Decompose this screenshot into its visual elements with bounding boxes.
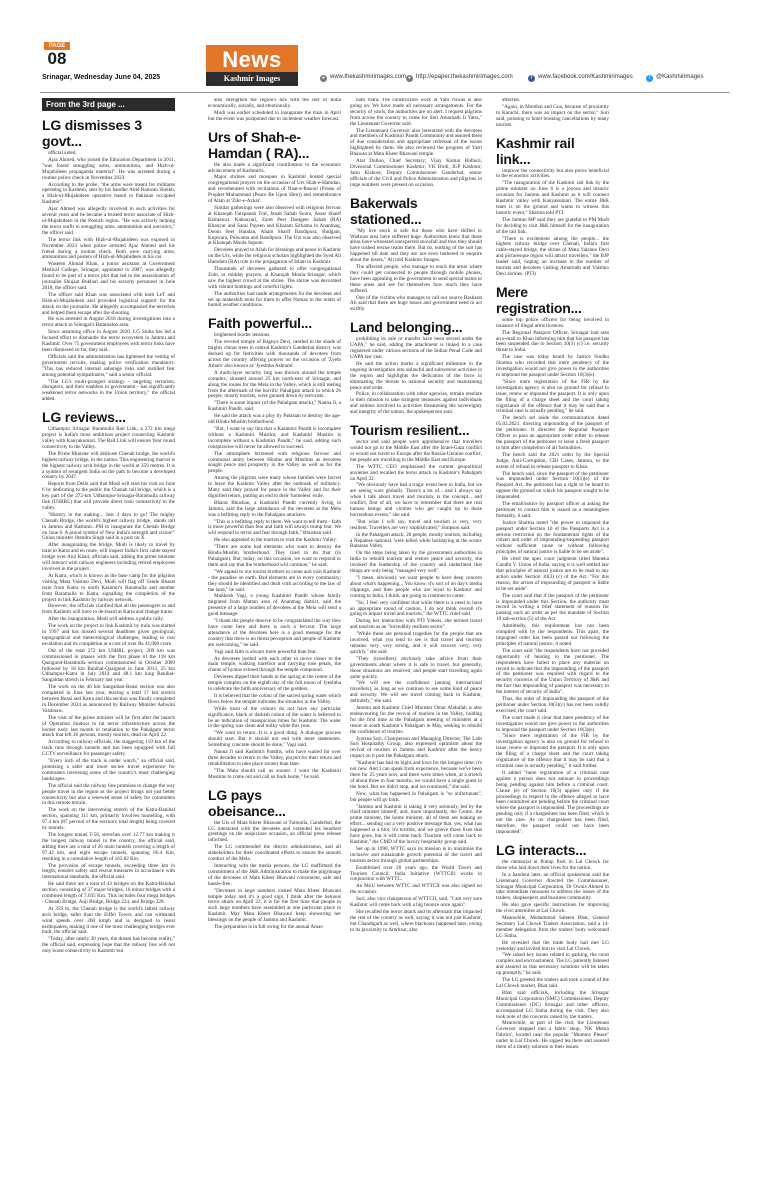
story-paragraph: Bhat said officials, including the Srinagar Municipal Corporation (SMC) Commissioner, Deputy Commissioner (DC) Srinagar and other officers, accompanied LG Sinha during the visit. They also took note of the concerns raised by the traders. <box>496 989 609 1020</box>
page-number: 08 <box>47 49 67 68</box>
story-paragraph: He also appealed to the tourists to visit the Kashmir Valley. <box>214 537 337 544</box>
story-paragraph: Suri, also vice chairperson of WTTCII, said, "I am very sure Kashmir will come back with a big bounce once again". <box>350 896 482 909</box>
story-paragraph: The affected people, who manage to reach the areas where they could get connected to people through mobile phones, have been appealing to the government to send special teams to these areas and see for themselves how much they have suffered. <box>350 264 482 294</box>
story-paragraph: The work on the 46 km Sangaldan-Reasi section was also completed in June last year, leaving a total 17 km stretch between Reasi and Katra and this section was finally completed in December 2024 as announced by Railway Minister Ashwini Vaishnaw. <box>42 684 175 714</box>
story-paragraph: The atmosphere brimmed with religious fervour and communal amity between Hindus and Muslims as devotees sought peace and prosperity in the Valley as well as for the people. <box>208 450 341 475</box>
page-badge <box>44 42 70 68</box>
column-2 <box>208 98 341 1170</box>
story-paragraph: Since assuming office in August 2020, LG Sinha has led a focused effort to dismantle the terror ecosystem in Jammu and Kashmir. Over 75 government employees with terror links have been dismissed so far, they said. <box>42 329 175 353</box>
story-paragraph: Major shrines and mosques in Kashmir hosted special congregational prayers on the occasion of Urs Shah-e-Hamdan, and reverberated with recitations of Naat-e-Rasool (Praise of Prophet Muhammad (Peace Be Upon Him)) and remembrance of Allah at 'Zikr-e-Azkar'. <box>208 174 341 205</box>
story-paragraph: "There is excitement among the people... the highest railway bridge over Chenab, India's first cable-stayed bridge, the shrine of Mata Vaishno Devi and picturesque region will attract travellers," the BJP leader said, hoping an increase in the number of tourists and devotees visiting Amarnath and Vaishno Devi shrines. (PTI) <box>496 235 609 277</box>
story-headline: LG interacts... <box>496 841 587 858</box>
story-paragraph: The LG greeted the traders and took a round of the Lal Chowk market, Bhat said. <box>496 977 609 989</box>
story-paragraph: The officer said Khan was associated with both LeT and Hizb-ul-Mujahideen and provided logistical support for the attack on the journalist. He allegedly accompanied the terrorists and helped them escape after the shooting. <box>42 291 175 316</box>
story-paragraph: Mukkesh Vagi, a young Kashmiri Pandit whose family migrated from Mattan area of Anantnag district, said the presence of a large number of devotees at the Mela will send a good message. <box>208 593 341 618</box>
story-paragraph: He also gave specific instructions for improving the civic amenities at Lal Chowk. <box>496 902 609 915</box>
story-land <box>350 319 482 416</box>
story-headline: LG dismisses 3 govt... <box>42 117 142 149</box>
story-paragraph: "We obviously have had a tragic event here in India, but we are seeing wars globally. There's a lot of... and I always say when I talk about travel and tourism, is the concept... and conflict, first of all, we have to remember that there are real human beings and victims who get caught up in these horrendous events," she said. <box>350 482 482 518</box>
story-paragraph: The official said the railway line promises to change the way people travel in the region as the project brings not just better connectivity but also a renewed sense of safety for commuters in this remote terrain. <box>42 782 175 807</box>
story-paragraph: The Regional Passport Officer, Srinagar had sent an e-mail to Khan informing him that his passport has been suspended due to Section 10(3) (c) i.e. security threat to India. <box>496 329 609 354</box>
story-paragraph: The preparation is in full swing for the annual Amar- <box>214 924 324 931</box>
story-paragraph: "Since mere registration of the FIR by the investigation agency is also no ground for refusal to issue, renew or impound the passport. It is only upon the filing of a charge sheet and the court taking cognizance of the offence that it may be said that a criminal case is actually pending," it said further. <box>496 733 609 769</box>
story-paragraph: The bench set aside the communication dated 05.02.2021, directing impounding of the passport of the petitioner. It directed the Regional Passport Officer to pass an appropriate order either to release the passport of the petitioner or issue a fresh passport to him after completion of all formalities. <box>496 415 609 451</box>
story-paragraph: The revered temple of Ragnya Devi, nestled in the shade of mighty chinar trees in central Kashmir's Ganderbal district, was decked up for festivities with thousands of devotees from across the country offering prayers on the occasion of 'Zyeth Atham' also known as 'Jyeshtha Ashtami'. <box>208 339 341 369</box>
story-paragraph: Bharat Bhushan, a Kashmiri Pandit currently living in Jammu, said the large attendance of the devotees at the Mela was a befitting reply to the Pahalgam attackers. <box>208 499 341 518</box>
facebook-icon: f <box>528 75 535 82</box>
story-paragraph: The court said "the respondents have not provided opportunity of hearing to the petitioner. The respondents have failed to place any material on record to indicate that the impounding of the passport of the petitioner was required with regard to the security concerns of the Union Territory of J&K and the fact that impounding of passport was necessary in the interest of security of India". <box>496 647 609 696</box>
story-paragraph: An MoU between WTTC and WTTCII was also signed on the occasion. <box>350 883 482 896</box>
story-paragraph: After the inauguration, Modi will address a public rally. <box>48 616 164 623</box>
story-paragraph: "There is some impact (of the Pahalgam attack)," Nanna Ji, a Kashmiri Pandit, said. <box>208 400 341 413</box>
story-paragraph: He revealed that the trade body had met LG yesterday and invited him to visit Lal Chowk. <box>496 939 609 952</box>
story-paragraph: The LG commended the district administration, and all stakeholders for their coordinated efforts to ensure the smooth conduct of the Mela. <box>208 844 341 863</box>
story-paragraph: "I thank the people deserve to be congratulated the way they have come here and there is such a fervour. The large attendance of the devotees here is a good message for the country that there is no threat perception and people of Kashmir are welcoming," he said. <box>208 618 341 648</box>
story-paragraph: the memorial at Pratap Park in Lal Chowk for those who laid down their lives for the nation. <box>496 858 609 871</box>
story-headline: Urs of Shah-e-Hamdan ( RA)... <box>208 128 310 161</box>
story-bakerwals <box>350 195 482 314</box>
story-paragraph: "This is a befitting reply to them. We want to tell them - faith is more powerful than fear and faith will always trump fear. We will respond to terror and fear through faith," Bhushan said. <box>208 518 341 537</box>
story-headline: Bakerwals stationed... <box>350 194 422 227</box>
story-paragraph: "We will see the confidence (among international travellers), as long as we continue to see some kind of peace and security. We will see travel coming back to Kashmir, definitely," she said. <box>350 680 482 705</box>
story-paragraph: improve the connectivity but also prove beneficial to the economic activities. <box>496 167 609 180</box>
story-paragraph: The bench said, since the passport of the petitioner was impounded under Section 10(3)(e) of the Passport Act, the petitioner has a right to be heard to oppose the ground on which his passport sought to be impounded. <box>496 470 609 501</box>
story-paragraph: It added "mere registration of a criminal case against a person does not amount to proceedings being pending against him before a criminal court. Clause (e) of Section 10(3) applies only if the proceedings in respect to the offence alleged to have been committed are pending before the criminal court where the passport is impounded. The proceedings are pending only if a chargesheet has been filed, which is not the case. As no chargesheet has been filed, therefore, the passport could not have been impounded". <box>496 769 609 835</box>
story-paragraph: Ajaz Ahmed, who joined the Education Department in 2011, "was found smuggling arms, ammunition, and Hizb-ul-Mujahideen propaganda material". He was arrested during a routine police check in November 2023. <box>42 156 175 181</box>
story-paragraph: At 359 m, the Chenab bridge is the world's tallest railway arch bridge, taller than the Eiffel Tower, and can withstand wind speeds over 260 kmph and is designed to resist earthquakes, making it one of the most challenging bridges ever built, the official said. <box>42 905 175 936</box>
story-paragraph: He also made a significant contribution to the economic advancement of Kashmiris. <box>208 161 341 174</box>
story-paragraph: The visit of the prime minister will be first after the launch of Operation Sindoor to hit terror infrastructure across the border early last month in retaliation to the Pahalgam terror attack that left 26 persons, mostly tourists, dead on April 22. <box>42 714 175 739</box>
story-paragraph: He cited the apex court judgment titled Maneka Gandhi V. Union of India, saying it is well settled law that principles of natural justice are to be read in any action under Section 10(3) (c) of the Act. "For this reason, the action of impounding of passport is liable to be set aside". <box>496 556 609 592</box>
story-paragraph: However, the officials clarified that all the passengers to and from Kashmir will have to de-board at Katra and change trains. <box>42 603 175 616</box>
story-paragraph: brightened border tensions. <box>214 332 271 339</box>
story-paragraph: According to railway officials, the staggering 119 km of the track runs through tunnels and has been equipped with full CCTV surveillance for passenger safety. <box>42 739 175 758</box>
column-3 <box>350 98 482 1170</box>
story-tourism <box>350 422 482 934</box>
story-headline: Land belonging... <box>350 319 463 336</box>
story-headline: Mere registration... <box>496 283 582 316</box>
story-paragraph: The authorities had made arrangements for the devotees and set up makeshift tents for them to offer Namaz in the midst of humid weather conditions. <box>208 290 341 309</box>
story-paragraph: Modi was earlier scheduled to inaugurate the train in April but the event was postponed due to inclement weather forecast. <box>208 109 341 122</box>
story-paragraph: The Lieutenant Governor also interacted with the devotees and members of Kashmiri Pandit Community and assured them of due consideration and appropriate redressal of the issues highlighted by them. He also reviewed the progress of Yatri Bhawan at Mata Kheer Bhawani temple. <box>350 127 482 158</box>
story-paragraph: the Urs of Mata Kheer Bhawani at Tulmulla, Ganderbal, the LG interacted with the devotees and extended his heartiest greetings on the auspicious occasion, an official press release informed. <box>208 819 341 844</box>
story-paragraph: Set up in 1990, WTTC says its mission is to maximise the inclusive and sustainable growth potential of the travel and tourism sector through global partnerships. <box>350 845 482 864</box>
story-paragraph: also strengthen the region's ties with the rest of India economically, socially, and emotionally. <box>208 98 341 109</box>
story-interacts <box>496 842 609 1051</box>
story-paragraph: prohibiting its sale or transfer have been served under the UAPA," he said, adding the attachment is linked to a case registered under various sections of the Indian Penal Code and UAPA last year. <box>350 336 482 360</box>
story-paragraph: Thus, the order of impounding the passport of the petitioner under Section 10(3)(c) has not been validly exercised, the court said. <box>496 696 609 714</box>
header-rule <box>40 92 730 93</box>
story-paragraph: The Prime Minister will dedicate Chenab bridge, the world's highest railway bridge, to the nation. This engineering marvel is the highest railway arch bridge in the world at 359 metres. It is a symbol of resurgent India on the path to become a developed country by 2047. <box>42 450 175 481</box>
story-paragraph: Meanwhile, as part of the visit, the Lieutenant Governor stepped into a fabric shop, 'NK Mehra Fabrics', located near the popular "Mummy Please" outlet in Lal Chowk. He sipped tea there and assured them of a timely solution to their issues. <box>496 1020 609 1051</box>
story-paragraph: Out of the total 272 km USBRL project, 209 km was commissioned in phases with the first phase of the 118 km Qazigund-Baramulla section commissioned in October 2009 followed by 18 km Banihal-Qazigund in June 2013, 25 km Udhampur-Katra in July 2014 and 48.1 km long Banihal-Sangaldan stretch in February last year. <box>42 647 175 684</box>
story-lg-pays-continued <box>350 98 482 189</box>
story-paragraph: "We appeal to our tourist brothers to come and visit Kashmir - the paradise on earth. Bad elements are in every community; they should be identified and dealt with according to the law of the land," he said. <box>208 568 341 593</box>
story-paragraph: The Jammu MP said they are grateful to PM Modi for deciding to visit J&K himself for the inauguration of the rail link. <box>496 216 609 235</box>
globe-icon: ● <box>321 75 326 81</box>
story-paragraph: In the Pahalgam attack, 26 people, mostly tourists, including a Nepalese national, were killed while holidaying at the scenic Baisaran Valley. <box>350 531 482 550</box>
page-label: PAGE <box>44 42 70 50</box>
story-paragraph: Interacting with the media persons, the LG reaffirmed the commitment of the J&K Administration to make the pilgrimage of the devotees of Mata Kheer Bhawani convenient, safe and hassle-free. <box>208 862 341 887</box>
story-paragraph: Established over 20 years ago, the World Travel and Tourism Council, India Initiative (WTTCII) works in conjunction with WTTC. <box>350 864 482 883</box>
story-paragraph: Justice Sharma noted "the power to impound the passport under Section 10 of the Passports Act is a serious restriction on the fundamental rights of the citizen and order of impounding/suspending passport without sufficient cause or without following principles of natural justice is liable to be set aside". <box>496 519 609 556</box>
story-paragraph: The court made it clear that mere pendency of the investigation would not give power to the authorities to impound the passport under Section 10(3)(e). <box>496 714 609 733</box>
story-headline: Tourism resilient... <box>350 422 470 439</box>
story-paragraph: Devotees dipped their hands in the spring at the centre of the temple complex on the eighth day of the full moon of Jyeshtha to celebrate the birth anniversary of the goddess. <box>208 674 341 693</box>
story-paragraph: It is believed that the colour of the sacred spring water which flows below the temple indicates the situation in the Valley. <box>208 692 341 705</box>
story-paragraph: "Today, after nearly 30 years, the dream has become reality," the official said, expressing hope that the railway line will not only boost connectivity to Kashmir but <box>42 936 175 955</box>
story-paragraph: Udhampur Srinagar Baramulla Rail Link, a 272 km mega project is India's most ambitious project connecting Kashmir valley with Kanyakumari. The Rail Link will ensure Year round connectivity to the Valley. <box>42 426 175 450</box>
story-paragraph: Reports from Delhi said that Modi will start his visit on June 6 by dedicating to the public the Chenab rail bridge, which is a key part of the 272-km Udhampur-Srinagar-Baramulla railway link (USBRL) that will provide direct train connectivity to the valley. <box>42 481 175 511</box>
story-paragraph: "My live stock is safe but those who have shifted to Wadwan area have suffered huge. Authorities knew that these areas have witnessed unexpected snowfall and thus they should have rushed rescue teams there. But no, nothing of the sort has happened till date and they are not even bothered to enquire about the losses," Ali told Kashmir Images. <box>350 227 482 264</box>
story-paragraph: One of the victims who manages to call our source Basharat Ali said that there are huge losses and government need to act swiftly. <box>350 294 482 313</box>
story-paragraph: "There are some bad elements who want to destroy the Hindu-Muslim brotherhood. They tried to do that (in Pahalgam). But, today, on this occasion, we want to respond to them and say that the brotherhood will continue," he said. <box>208 544 341 568</box>
story-paragraph: "So, I feel very confident that while there is a need to have an appropriate round of caution, I do not think overall it's going to impact travel and tourism," the WTTC chief said. <box>350 599 482 618</box>
story-paragraph: He said the attack was a ploy by Pakistan to destroy the age-old Hindu-Muslim brotherhood. <box>208 413 341 426</box>
masthead <box>0 0 770 96</box>
epaper-link[interactable]: ● http://epaper.thekashmirimages.com <box>407 74 513 81</box>
story-paragraph: "But what I will say, travel and tourism is very, very resilient. Travellers are very sophisticated," Simpson said. <box>350 518 482 531</box>
story-paragraph: He said the action marks a significant milestone in the ongoing investigation into unlawful and subversive activities in the region and highlights the dedication of the force in eliminating the threats to national security and maintaining peace and order. <box>350 360 482 391</box>
column-4 <box>496 98 730 1170</box>
story-paragraph: official aided. <box>48 150 77 156</box>
story-rail-link <box>496 135 609 278</box>
story-faith <box>208 315 341 780</box>
globe-icon: ● <box>407 75 412 81</box>
continuation-kicker: From the 3rd page ... <box>42 98 175 111</box>
section-title: News <box>222 47 282 72</box>
section-brand <box>206 45 298 86</box>
story-paragraph: Devotees prayed to Allah for blessings and peace in Kashmir on the Urs, while the religious scholars highlighted the Syed Ali Hamdani (RA) role in the propagation of Islam in Kashmir. <box>208 247 341 266</box>
story-paragraph: "While these are personal tragedies for the people that are involved, what you tend to see is that travel and tourism remains very, very strong, and it will recover very, very quickly," she said. <box>350 631 482 655</box>
story-paragraph: He was arrested in August 2018 during investigations into a terror attack in Srinagar's Batamaloo area. <box>42 316 175 329</box>
story-headline: Faith powerful... <box>208 315 312 332</box>
publication-name: Kashmir Images <box>206 72 298 86</box>
story-paragraph: Jyotsna Suri, Chairperson and Managing Director, The Lalit Suri Hospitality Group, also expressed optimism about the revival of tourism in Jammu and Kashmir after the heavy impact on it post the Pahalgam attack. <box>350 735 482 760</box>
story-paragraph: "But, I want to say this that a Kashmiri Pandit is incomplete without a Kashmiri Muslim, and Kashmiri Muslim is incomplete without a Kashmiri Pandit," he said, adding such conspiracies will never be allowed to succeed. <box>208 425 341 450</box>
story-paragraph: Vagi said faith is always more powerful than fear. <box>214 648 317 655</box>
story-paragraph: At Katra, which is known as the base camp for the pilgrims visiting Mata Vaishno Devi, Modi will flag off Vande Bharat train from Katra to north Kashmir's Baramulla and another from Baramulla to Katra, signalling the completion of the project to link Kashmir by railway network. <box>42 572 175 603</box>
story-paragraph: "Every inch of the track is under watch," an official said, promising a safer and more secure travel experience for commuters traversing some of the country's most challenging landscapes. <box>42 758 175 782</box>
story-lg-reviews-continued <box>208 98 341 123</box>
story-paragraph: A multi-layer security ring was thrown around the temple complex, situated around 25 km north-east of Srinagar, and along the routes for the Mela in the Valley, which is still reeling from the aftermath of the horrific Pahalgam attack in which 26 people, mostly tourists, were gunned down by terrorists. <box>208 369 341 400</box>
story-paragraph: Now, what has happened in Pahalgam is "so unfortunate", but people will go back. <box>350 790 482 803</box>
story-paragraph: Atal Dulloo, Chief Secretary; Vijay Kumar Bidhuri, Divisional Commissioner Kashmir; VK Birdi, IGP Kashmir; Jatin Kishore, Deputy Commissioner Ganderbal; senior officials of the Civil and Police Administration and pilgrims in large numbers were present on occasion. <box>350 158 482 188</box>
story-paragraph: The WTTC CEO emphasised the current geopolitical anxieties and recalled the terror attack in Kashmir's Pahalgam on April 22. <box>350 463 482 482</box>
story-paragraph: She recalled the terror attack and its aftermath that impacted the rest of the country as well, saying it was not just Kashmir, but Chandigarh as well, where blackouts happened later, owing to its proximity to Amritsar, also <box>350 908 482 933</box>
dateline: Srinagar, Wednesday June 04, 2025 <box>42 74 161 81</box>
story-paragraph: "Jammu and Kashmir is taking it very seriously, led by the chief minister himself, and, more importantly, the Centre, the prime minister, the home minister, all of them are making an effort... sending out a very positive message that, yes, what has happened is a blot, it's terrible, and we grieve those lives that have gone, but it will come back. Tourism will come back to Kashmir," the CMD of the luxury hospitality group said. <box>350 803 482 845</box>
story-paragraph: affected. <box>502 98 520 103</box>
story-paragraph: "We raised key issues related to parking, the court complex and encroachment. The LG patiently listened and assured us that necessary solutions will be taken up promptly," he said. <box>496 952 609 977</box>
story-headline: Kashmir rail link... <box>496 134 575 167</box>
story-paragraph: "Devotees in large numbers visited Mata Kheer Bhawani temple today and it's a good sign. I think after the heinous terror attack on April 22, it is for the first time that people in such large numbers have assembled at one particular place in Kashmir. May Mata Kheer Bhawani keep showering her blessings on the people of Jammu and Kashmir. <box>208 887 341 924</box>
story-tourism-continued <box>496 98 609 129</box>
story-paragraph: The court said that if the passport of the petitioner is impounded under this Section, the authority must record in writing a brief statement of reasons for passing such an order as per the mandate of Section 10 sub-section (5) of the Act. <box>496 592 609 623</box>
story-paragraph: The email/notice by passport officer at asking the petitioner to contact him is issued as a meaningless formality, it said. <box>496 501 609 519</box>
story-headline: LG reviews... <box>42 409 126 426</box>
story-paragraph: On the steps being taken by the government authorities in India to rebuild tourism and restore peace and security, she invoked the leadership of the country and underlined that things are only being "managed very well". <box>350 550 482 575</box>
story-paragraph: After inaugurating the bridge, Modi is likely to travel by train to Katra and en route, will inspect India's first cable stayed bridge over Anji Khad, officials said, adding the prime minister will interact with railway engineers including retired employees involved in the project. <box>42 542 175 572</box>
story-paragraph: Among the pilgrims were many whose families were forced to leave the Kashmir Valley after the outbreak of militancy. Many said they prayed for peace in the Valley and for their dignified return, putting an end to their 'homeless' exile. <box>208 475 341 499</box>
story-paragraph: "They (travellers) obviously take advice from their governments about where it is safe to travel, but generally, those situations are resolved, and people start travelling again quite quickly. <box>350 655 482 680</box>
story-paragraph: Similar gatherings were also observed with religious fervour at Khanqah Faizpanah Tral, Jenab Sahab Soura, Assar Sharif Kishtawar, Kahanyari, Zaret Peer Dastgeer Sahab (RA) Khanyar and Sarai Payeen and Kharam Sirhama in Anantnag, Doom Seer Handan, Aham Sharif Bandipora, Budgam, Kupwara, Pulwama and Bandipora. The Urs was also observed at Khanqah Moula Sopore. <box>208 204 341 247</box>
twitter-link[interactable]: t @Kashmirimages <box>646 74 703 82</box>
twitter-icon: t <box>646 75 653 82</box>
story-headline: LG pays obeisance... <box>208 786 286 819</box>
story-paragraph: The work on the project to link Kashmir by train was started in 1997 and has missed several deadlines given geological, topographical and meteorological challenges, leading to cost escalation and its completion at a cost of over Rs 41,000 crore. <box>42 623 175 647</box>
story-paragraph: "The LG's multi-pronged strategy - targeting terrorists, disruptors, and their enablers in government - has significantly weakened terror networks in the Union territory," the official added. <box>42 378 175 403</box>
story-paragraph: The bench said the 2021 order by the Special Judge, Anti-Corruption, CBI Cases, Jammu, to the extent of refusal to release passport to Khan. <box>496 451 609 470</box>
story-urs <box>208 129 341 310</box>
story-paragraph: In a handout later, an official spokesman said the Lieutenant Governor directed the Commissioner, Srinagar Municipal Corporation, Dr Owais Ahmed to take immediate measures to address the issues of the traders, shopkeepers and business community. <box>496 871 609 902</box>
story-paragraph: some top police officers for being involved in issuance of illegal arms licences. <box>496 316 609 329</box>
story-paragraph: "Since mere registration of the FIR by the investigation agency is also no ground for refusal to issue, renew or impound the passport. It is only upon the filing of a charge sheet and the court taking cognizance of the offence that it may be said that a criminal case is actually pending," he said. <box>496 378 609 415</box>
story-paragraph: The longest tunnel T-50, stretches over 12.77 km making it the longest railway tunnel in the country, the official said, adding there are a total of 26 main tunnels covering a length of 97.42 km, and eight escape tunnels, spanning 66.4 Km, resulting in a cumulative length of 163.82 Km. <box>42 831 175 862</box>
story-paragraph: "The Mata should call us sooner. I want the Kashmiri Muslims to come out and call us back home," he said. <box>208 767 341 780</box>
story-paragraph: "Again, in Mumbai and Goa, because of proximity to Karachi, there was an impact on the sector," Suri said, pointing to hotel booking cancellations by many tourists. <box>496 103 609 128</box>
story-paragraph: While most of the colours do not have any particular significance, black or darkish colour of the water is believed to be an indication of inauspicious times for Kashmir. The water in the spring was clean and milky white this year. <box>208 705 341 730</box>
story-paragraph: As devotees jostled with each other to move closer to the main temple, walking barefoot and carrying rose petals, the chants of hymns echoed through the temple compound. <box>208 655 341 674</box>
story-paragraph: Meanwhile, Mohammad Saleem Bhat, General Secretary Lal Chowk Traders Association, said a 14-member delegation from the traders' body welcomed LG Sinha. <box>496 915 609 939</box>
story-paragraph: The terror link with Hizb-ul-Mujahideen was exposed in November 2023 when police arrested Ajaz Ahmed and his friend during a routine check. Both were carrying arms, ammunition and posters of Hizb-ul-Mujahideen in his car. <box>42 236 175 261</box>
story-paragraph: Ajaz Ahmed was allegedly involved in such activities for several years and he became a trusted terror associate of Hizb-ul-Mujahideen in the Poonch region. "He was actively helping the terror outfit in smuggling arms, ammunition and narcotics," the officer said. <box>42 206 175 236</box>
story-paragraph: "History in the making... Just 4 days to go! The mighty Chenab Bridge, the world's highest railway bridge, stands tall in Jammu and Kashmir...PM to inaugurate the Chenab Bridge on June 6. A proud symbol of New India's strength and vision!" Union minister Jitendra Singh said in a post on X. <box>42 511 175 542</box>
story-paragraph: The case was today heard by Justice Sindhu Sharma who recorded that mere pendency of the investigation would not give power to the authorities to impound the passport under Section 10(3)(e). <box>496 354 609 378</box>
story-paragraph: The work on the intervening stretch of the Katra-Banihal section, spanning 111 km, primarily involves tunnelling, with 97.4 km (87 percent of the section's total length) being covered by tunnels. <box>42 807 175 832</box>
story-paragraph: nath Yatra. The construction work at Yatri Niwas is also going on. We have made all necessary arrangements. For the security of yatris, the authorities are on alert. I request pilgrims from across the country to come for Shri Amarnath Ji Yatra," the Lieutenant Governor said. <box>350 98 482 127</box>
story-lg-pays <box>208 787 341 931</box>
story-paragraph: Jammu and Kashmir Chief Minister Omar Abdullah is also endeavouring for the revival of tourism in the Valley, holding for the first time at the Pahalgam meeting of ministers at a resort in south Kashmir's Pahalgam in May, seeking to rebuild the confidence of tourists. <box>350 705 482 735</box>
story-paragraph: sector and said people were apprehensive that travellers would not go to the Middle East after the Israel-Gaza conflict or would not travel to Europe after the Russia-Ukraine conflict, but people are travelling to the Middle East and Europe. <box>350 439 482 463</box>
column-1 <box>42 98 175 1170</box>
story-paragraph: "Kashmir has had its highs and lows for the longest time; it's not new. And I can speak from experience, because we've been there for 25 years now, and there were times when, at a stretch of about three to four months, we would have a single guest in the hotel. But we didn't stop, and we continued," she said. <box>350 760 482 790</box>
website-link[interactable]: ● www.thekashmirimages.com <box>321 74 407 81</box>
story-paragraph: During her interaction with PTI Videos, she termed travel and tourism as an "incredibly resilient sector". <box>350 618 482 631</box>
story-paragraph: "We want to return. It is a good thing. A dialogue process should start. But it should not end with mere statements. Something concrete should be done," Vagi said. <box>208 730 341 749</box>
story-paragraph: "The inauguration of the Kashmir rail link by the prime minister on June 6 is a joyous and historic occasion for Jammu and Kashmir as it will connect Kashmir valley with Kanyakumari. The entire J&K team is on the ground and wants to witness this historic event," Sharma told PTI. <box>496 180 609 216</box>
story-paragraph: Waseem Ahmad Khan, a junior assistant at Government Medical College, Srinagar, appointed in 2007, was allegedly found to be part of a terror plot that led to the assassination of journalist Shujaat Bukhari and his security personnel in June 2018, the officer said. <box>42 261 175 291</box>
story-paragraph: He said there are a total of 43 bridges on the Katra-Banihal section, consisting of 37 major bridges, 16 minor bridges with a combined length of 7.035 Km. This includes four mega bridges - Chenab Bridge, Anji Bridge, Bridge 224, and Bridge 228. <box>42 881 175 905</box>
story-registration <box>496 284 609 836</box>
story-paragraph: Nanna Ji said Kashmiri Pandits, who have waited for over three decades to return to the Valley, prayed for their return and rehabilitation to take place sooner than later. <box>208 749 341 767</box>
story-paragraph: "I mean, obviously we want people to have deep concern about what's happening... You know, it's sort of on day's media clippings, and then people who are loyal to Kashmir and coming to India, I think, are going to continue to come. <box>350 575 482 599</box>
story-paragraph: According to the probe, "the arms were meant for militants operating in Kashmir, sent by his handler Abid Ramzan Sheikh, a Hizb-ul-Mujahideen operative based in Pakistan occupied Kashmir". <box>42 181 175 206</box>
story-paragraph: Admittedly, this requirement has not been complied with by the respondents. This apart, the impugned order has been passed not following the principles of natural justice, it noted. <box>496 623 609 647</box>
story-paragraph: Police, in collaboration with other agencies, remain resolute in their mission to take stringent measures against individuals and entities involved in activities threatening the sovereignty and integrity of the nation, the spokesperson said. <box>350 391 482 416</box>
story-paragraph: Thousands of devotees gathered to offer congregational Zuhr, or midday prayers, at Khanqah Moula Srinagar, which saw the highest crowd at the shrine. The shrine was decorated with vibrant buntings and colorful lights. <box>208 266 341 290</box>
story-lg-reviews <box>42 409 175 955</box>
facebook-link[interactable]: f www.facebook.com/Kashmirimages <box>528 74 633 82</box>
story-paragraph: The provision of escape tunnels, exceeding three km in length, ensures safety and rescue measures in accordance with international standards, the official said. <box>42 862 175 881</box>
story-paragraph: Officials said the administration has tightened the vetting of government recruits, making police verification mandatory. "This has reduced internal sabotage risks and instilled fear among potential sympathizers," said a senior official. <box>42 353 175 378</box>
story-lg-dismisses <box>42 117 175 403</box>
